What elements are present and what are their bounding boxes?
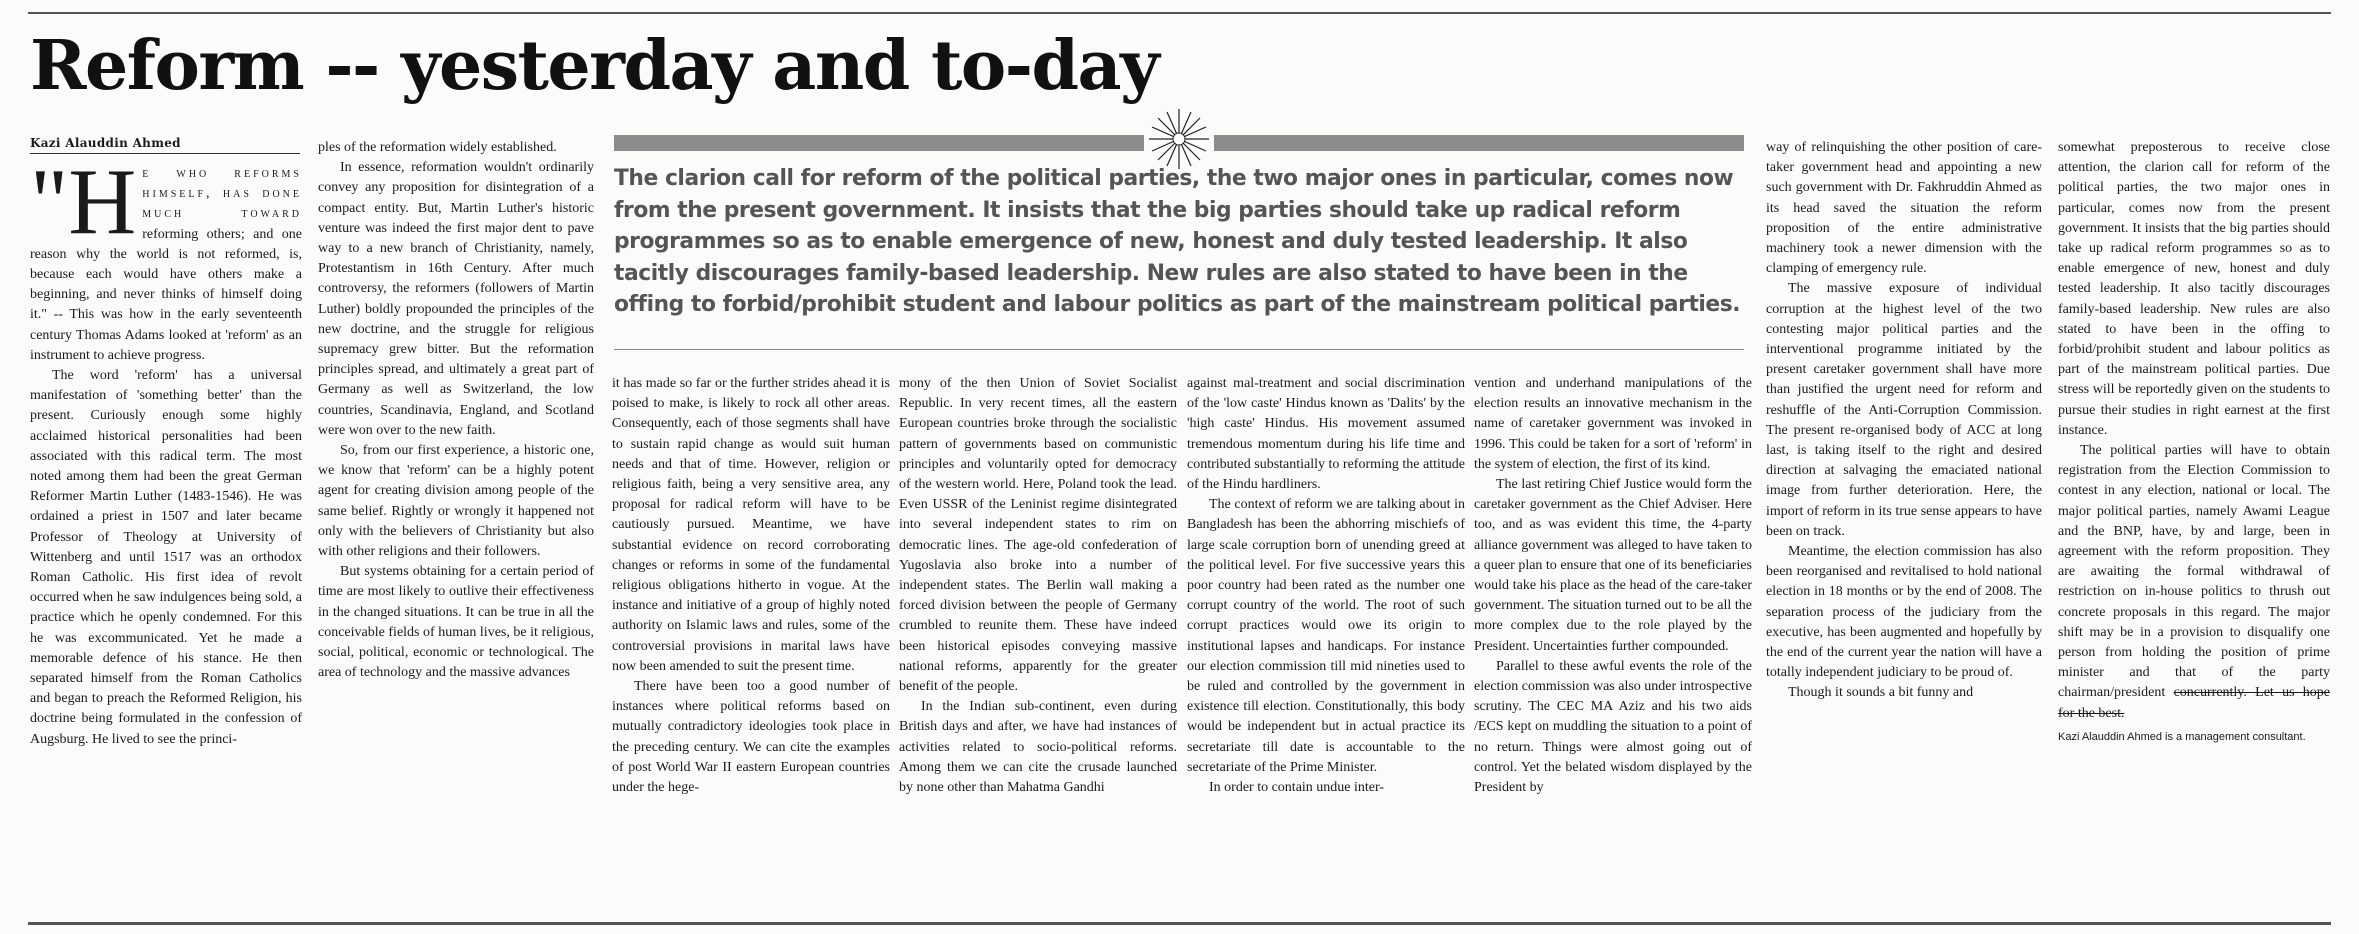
top-rule: [28, 12, 2331, 14]
paragraph: somewhat preposterous to receive close attention, the clarion call for reform of the political parties, the two major ones in particular, comes now from the present government. It insists that the big parties should take up radical reform programmes so as to enable emergence of new, honest and duly tested leadership. It also tacitly discourages family-based leadership. New rules are also stated to have been in the offing to forbid/prohibit student and labour politics as part of the mainstream political parties. Due stress will be reportedly given on the students to pursue their studies in right earnest at the first instance.: [2058, 140, 2330, 438]
pull-quote-text: The clarion call for reform of the political parties, the two major ones in particular, comes now from the present government. It insists that the big parties should take up radical reform programmes so as to enable emergence of new, honest and duly tested leadership. It also tacitly discourages family-based leadership. New rules are also stated to have been in the offing to forbid/prohibit student and labour politics as part of the mainstream political parties.: [614, 166, 1741, 317]
paragraph: way of relinquishing the other position of care-taker government head and appointing a new such government with Dr. Fakhruddin Ahmed as its head saved the situation the reform proposition of the entire administrative machinery took a newer dimension with the clamping of emergency rule.: [1766, 140, 2042, 277]
paragraph: Though it sounds a bit funny and: [1788, 685, 1974, 701]
struck-text: concurrently. Let us hope for the best.: [2058, 685, 2330, 721]
paragraph: There have been too a good number of instances where political reforms based on mutually contradictory ideologies took place in the preceding century. We can cite the examples of post World War II eastern European countries under the hege-: [612, 679, 890, 796]
paragraph: But systems obtaining for a certain period of time are most likely to outlive their effectiveness in the changed situations. It can be true in all the conceivable fields of human lives, be it religious, social, political, economic or technological. The area of technology and the massive advances: [318, 564, 594, 681]
paragraph: The last retiring Chief Justice would form the caretaker government as the Chief Adviser. Here too, and as was evident this time, the 4-party alliance government was alleged to have taken to a queer plan to ensure that one of its beneficiaries would take his place as the head of the care-taker government. The situation turned out to be all the more complex due to the role played by the President. Uncertainties further compounded.: [1474, 477, 1752, 654]
paragraph: it has made so far or the further strides ahead it is poised to make, is likely to rock all other areas. Consequently, each of those segments shall have to sustain rapid change as would suit human needs and that of time. However, religion or religious faith, being a very sensitive area, any proposal for radical reform will have to be cautiously pursued. Meantime, we have substantial evidence on record corroborating changes or reforms in some of the fundamental religious obligations hitherto in vogue. At the instance and initiative of a group of highly noted authority on Islamic laws and rules, some of the controversial provisions in marital laws have now been amended to suit the present time.: [612, 376, 890, 674]
article-column-1: [30, 164, 302, 914]
pull-quote-underline: [614, 349, 1744, 350]
lead-in: e who reforms himself, has done much toward: [142, 166, 302, 222]
article-column-5: [1187, 374, 1465, 914]
article-column-6: [1474, 374, 1752, 914]
paragraph: vention and underhand manipulations of the election results an innovative mechanism in the name of caretaker government was invoked in 1996. This could be taken for a sort of 'reform' in the system of election, the first of its kind.: [1474, 376, 1752, 472]
article-column-7: [1766, 138, 2042, 914]
paragraph: In the Indian sub-continent, even during British days and after, we have had instances of activities related to socio-political reforms. Among them we can cite the crusade launched by none other than Mahatma Gandhi: [899, 699, 1177, 796]
opening-paragraph: [30, 164, 302, 366]
paragraph-text: The political parties will have to obtain registration from the Election Commission to contest in any election, national or local. The major political parties, namely Awami League and the BNP, have, by and large, been in agreement with the reform proposition. They are awaiting the formal withdrawal of restriction on in-house politics to thrush out concrete proposals in this regard. The major shift may be in a provision to disqualify one person from holding the position of prime minister and that of the party chairman/president: [2058, 443, 2330, 701]
paragraph: against mal-treatment and social discrimination of the 'low caste' Hindus known as 'Dalits' by the 'high caste' Hindus. His movement assumed tremendous momentum during his life time and contributed substantially to reforming the attitude of the Hindu hardliners.: [1187, 376, 1465, 493]
article-column-8: [2058, 138, 2330, 914]
pull-quote-bar-left: [614, 135, 1144, 151]
paragraph: reforming others; and one reason why the world is not reformed, is, because each would have others make a beginning, and never thinks of himself doing it." -- This was how in the early seventeenth century Thomas Adams looked at 'reform' as an instrument to achieve progress.: [30, 226, 302, 363]
paragraph: mony of the then Union of Soviet Socialist Republic. In very recent times, all the eastern European countries broke through the socialistic pattern of governments based on communistic principles and voluntarily opted for democracy of the western world. Here, Poland took the lead. Even USSR of the Leninist regime disintegrated into several independent states to rim on democratic lines. The age-old confederation of Yugoslavia also broke into a number of independent states. The Berlin wall making a forced division between the people of Germany crumbled to reunite them. These have indeed been historical episodes conveying massive national reforms, apparently for the greater benefit of the people.: [899, 376, 1177, 695]
paragraph: [2058, 441, 2330, 724]
paragraph: The word 'reform' has a universal manifestation of 'something better' than the present. Curiously enough some highly acclaimed historical personalities had been associated with this radical term. The most noted among them had been the great German Reformer Martin Luther (1483-1546). He was ordained a priest in 1507 and later became Professor of Theology at University of Wittenberg and until 1517 was an orthodox Roman Catholic. His first idea of revolt occurred when he saw indulgences being sold, a practice which he openly condemned. For this he was excommunicated. Yet he made a memorable defence of his stance. He then separated himself from the Roman Catholics and began to preach the Reformed Religion, his doctrine being formulated in the confession of Augsburg. He lived to see the princi-: [30, 368, 302, 747]
byline: Kazi Alauddin Ahmed: [30, 136, 300, 154]
pull-quote: [614, 135, 1744, 350]
paragraph: Parallel to these awful events the role of the election commission was also under introspective scrutiny. The CEC MA Aziz and his two aids /ECS kept on muddling the situation to a point of no return. Things were almost going out of control. Yet the belated wisdom displayed by the President by: [1474, 658, 1752, 796]
paragraph: The context of reform we are talking about in Bangladesh has been the abhorring mischiefs of large scale corruption born of unending greed at the political level. For five successive years this poor country had been rated as the number one corrupt country of the world. The root of such corrupt practices would owe its origin to institutional lapses and handicaps. For instance our election commission till mid nineties used to be ruled and controlled by the government in existence till election. Constitutionally, this body would be independent but in actual practice its secretariate till date is accountable to the secretariate of the Prime Minister.: [1187, 497, 1465, 775]
article-column-2: [318, 138, 594, 914]
author-footnote: Kazi Alauddin Ahmed is a management consultant.: [2058, 730, 2306, 743]
headline: Reform -- yesterday and to-day: [30, 26, 1159, 106]
paragraph: In order to contain undue inter-: [1209, 780, 1385, 796]
paragraph: So, from our first experience, a historic one, we know that 'reform' can be a highly potent agent for creating division among people of the same belief. Rightly or wrongly it happened not only with the believers of Christianity but also with other religions and their followers.: [318, 443, 594, 560]
paragraph: In essence, reformation wouldn't ordinarily convey any proposition for disintegration of a compact entity. But, Martin Luther's historic venture was indeed the first major dent to pave way to a new branch of Christianity, namely, Protestantism in 16th Century. After much controversy, the reformers (followers of Martin Luther) boldly propounded the principles of the new doctrine, and the struggle for religious supremacy grew bitter. But the reformation principles spread, and ultimately a great part of Germany as well as Switzerland, the low countries, Scandinavia, England, and Scotland were won over to the new faith.: [318, 160, 594, 438]
paragraph: ples of the reformation widely established.: [318, 140, 557, 155]
paragraph: Meantime, the election commission has also been reorganised and revitalised to hold national election in 18 months or by the end of 2008. The separation process of the judiciary from the executive, has been augmented and hopefully by the end of the current year the nation will have a totally independent judiciary to be proud of.: [1766, 544, 2042, 681]
drop-cap: "H: [30, 164, 137, 254]
bottom-rule: [28, 922, 2331, 925]
article-column-3: [612, 374, 890, 914]
article-column-4: [899, 374, 1177, 914]
starburst-icon: [1149, 109, 1209, 169]
paragraph: The massive exposure of individual corruption at the highest level of the two contesting major political parties and the interventional programme initiated by the present caretaker government shall have more than justified the urgent need for reform and reshuffle of the Anti-Corruption Commission. The present re-organised body of ACC at long last, is taking itself to the right and desired direction at salvaging the emaciated national image from further deterioration. Here, the import of reform in its true sense appears to have been on track.: [1766, 281, 2042, 539]
pull-quote-bar-right: [1214, 135, 1744, 151]
